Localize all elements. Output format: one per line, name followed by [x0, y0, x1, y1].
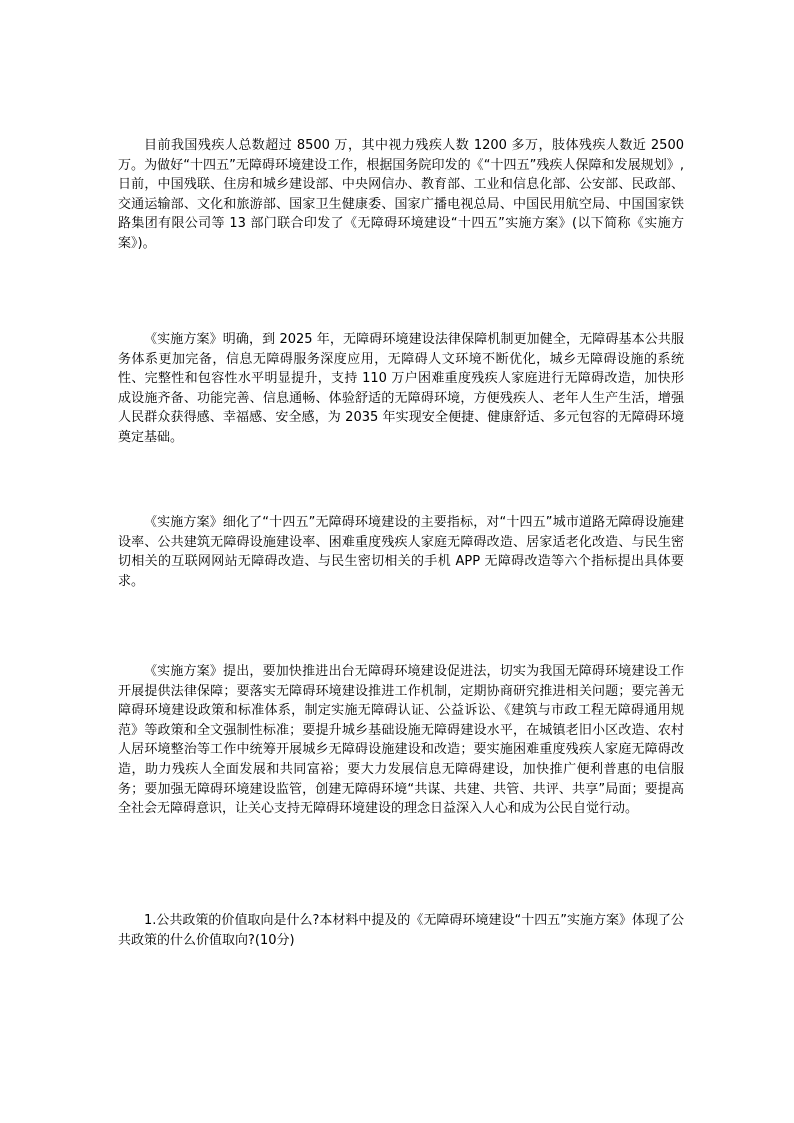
paragraph-indicators: 《实施方案》细化了“十四五”无障碍环境建设的主要指标，对“十四五”城市道路无障碍设施建设率、公共建筑无障碍设施建设率、困难重度残疾人家庭无障碍改造、居家适老化改造、与民生密切相关的互联网网站无障碍改造、与民生密切相关的手机 APP 无障碍改造等六个指标提出具体要求。 — [118, 515, 684, 589]
paragraph-background: 目前我国残疾人总数超过 8500 万，其中视力残疾人数 1200 多万，肢体残疾人数近 2500 万。为做好“十四五”无障碍环境建设工作，根据国务院印发的《“十四五”残疾人保障和发展规划》,日前，中国残联、住房和城乡建设部、中央网信办、教育部、工业和信息化部、公安部、民政部、交通运输部、文化和旅游部、国家卫生健康委、国家广播电视总局、中国民用航空局、中国国家铁路集团有限公司等 13 部门联合印发了《无障碍环境建设“十四五”实施方案》(以下简称《实施方案》)。 — [118, 138, 684, 251]
paragraph-measures: 《实施方案》提出，要加快推进出台无障碍环境建设促进法，切实为我国无障碍环境建设工作开展提供法律保障；要落实无障碍环境建设推进工作机制，定期协商研究推进相关问题；要完善无障碍环境建设政策和标准体系，制定实施无障碍认证、公益诉讼、《建筑与市政工程无障碍通用规范》等政策和全文强制性标准；要提升城乡基础设施无障碍建设水平，在城镇老旧小区改造、农村人居环境整治等工作中统筹开展城乡无障碍设施建设和改造；要实施困难重度残疾人家庭无障碍改造，助力残疾人全面发展和共同富裕；要大力发展信息无障碍建设，加快推广便利普惠的电信服务；要加强无障碍环境建设监管，创建无障碍环境“共谋、共建、共管、共评、共享”局面；要提高全社会无障碍意识，让关心支持无障碍环境建设的理念日益深入人心和成为公民自觉行动。 — [118, 664, 684, 817]
question-1: 1.公共政策的价值取向是什么?本材料中提及的《无障碍环境建设“十四五”实施方案》体现了公共政策的什么价值取向?(10分) — [118, 913, 684, 948]
paragraph-goals: 《实施方案》明确，到 2025 年，无障碍环境建设法律保障机制更加健全，无障碍基本公共服务体系更加完备，信息无障碍服务深度应用，无障碍人文环境不断优化，城乡无障碍设施的系统性、完整性和包容性水平明显提升，支持 110 万户困难重度残疾人家庭进行无障碍改造，加快形成设施齐备、功能完善、信息通畅、体验舒适的无障碍环境，方便残疾人、老年人生产生活，增强人民群众获得感、幸福感、安全感，为 2035 年实现安全便捷、健康舒适、多元包容的无障碍环境奠定基础。 — [118, 332, 684, 445]
